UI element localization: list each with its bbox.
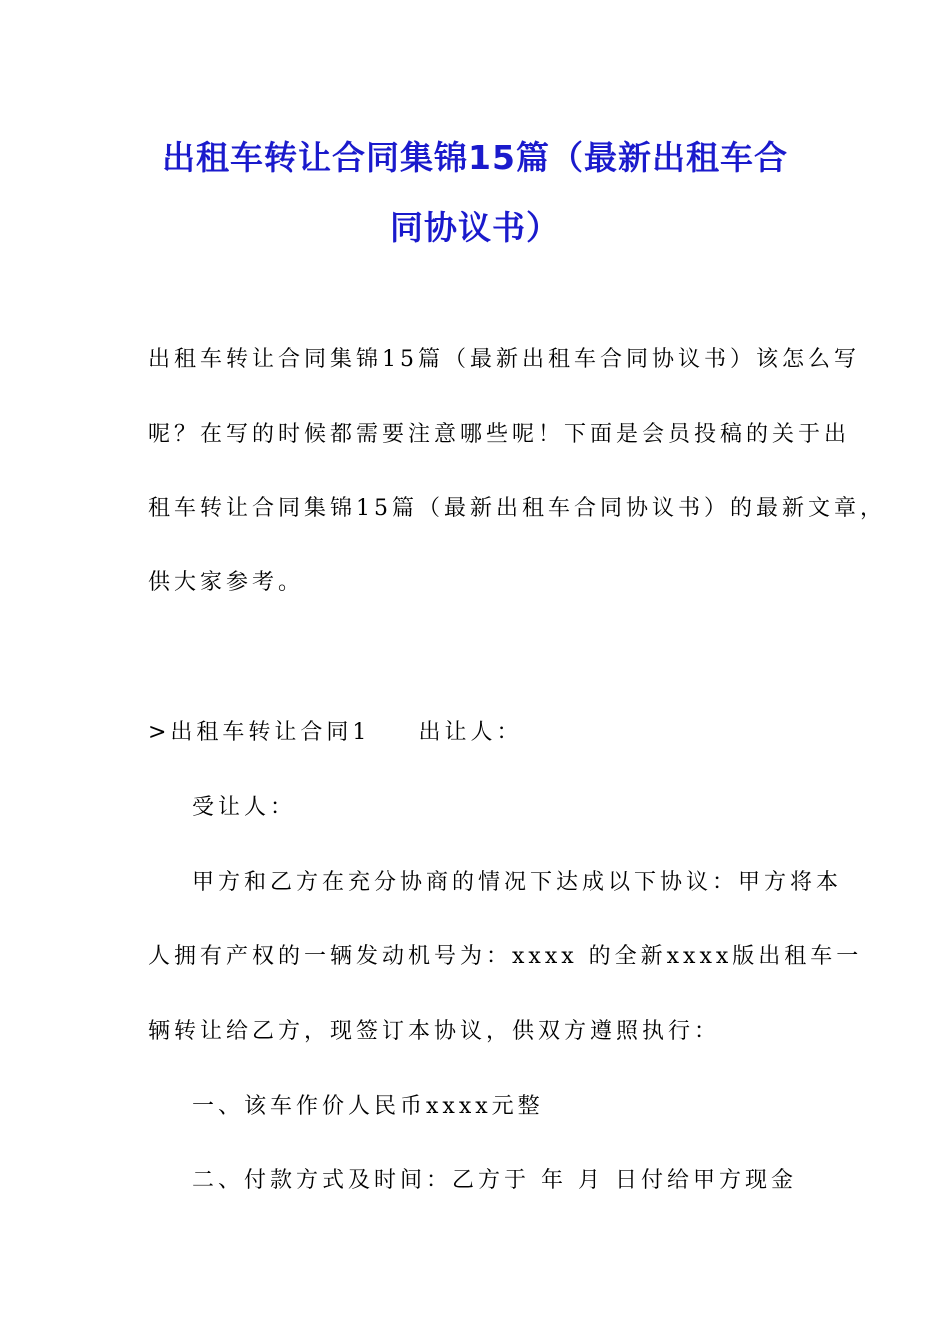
clause-payment: 二、付款方式及时间：乙方于 年 月 日付给甲方现金 <box>192 1168 797 1193</box>
agreement-line: 人拥有产权的一辆发动机号为：xxxx 的全新xxxx版出租车一 <box>148 944 863 969</box>
transferor-label: 出让人： <box>418 720 523 745</box>
title-line-1: 出租车转让合同集锦15篇（最新出租车合 <box>162 138 788 177</box>
agreement-line: 甲方和乙方在充分协商的情况下达成以下协议：甲方将本 <box>192 870 843 895</box>
title-line-2: 同协议书） <box>390 208 560 247</box>
section-heading-line <box>148 718 522 748</box>
intro-line: 租车转让合同集锦15篇（最新出租车合同协议书）的最新文章， <box>148 496 886 521</box>
agreement-line: 辆转让给乙方，现签订本协议，供双方遵照执行： <box>148 1019 721 1044</box>
intro-line: 呢？在写的时候都需要注意哪些呢！下面是会员投稿的关于出 <box>148 422 851 447</box>
clause-price: 一、该车作价人民币xxxx元整 <box>192 1094 544 1119</box>
intro-line: 出租车转让合同集锦15篇（最新出租车合同协议书）该怎么写 <box>148 347 860 372</box>
intro-line: 供大家参考。 <box>148 570 305 595</box>
transferee-label: 受让人： <box>192 795 297 820</box>
section-heading: >出租车转让合同1 <box>148 720 371 745</box>
